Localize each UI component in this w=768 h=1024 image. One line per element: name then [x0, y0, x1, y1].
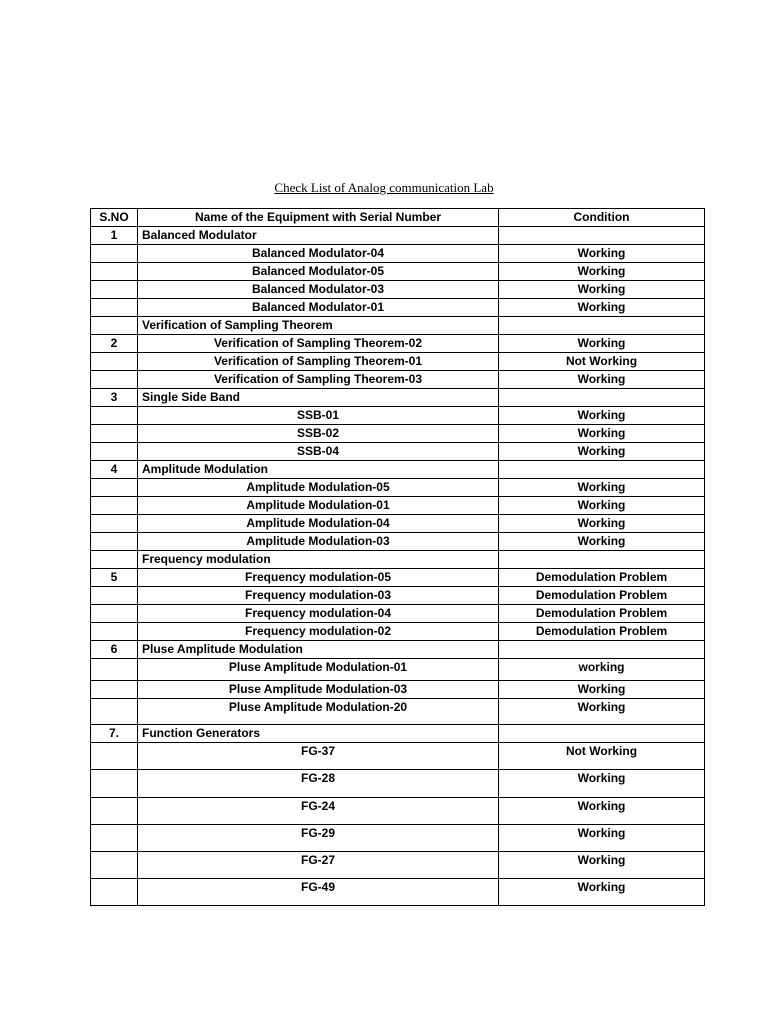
cell-sno [91, 317, 138, 335]
cell-sno [91, 770, 138, 798]
table-row [91, 743, 705, 770]
cell-sno: 2 [91, 335, 138, 353]
cell-sno: 7. [91, 725, 138, 743]
cell-group-name: Frequency modulation [138, 551, 499, 569]
cell-group-name: Amplitude Modulation [138, 461, 499, 479]
cell-condition: Working [499, 407, 705, 425]
header-equipment-name: Name of the Equipment with Serial Number [138, 209, 499, 227]
header-condition: Condition [499, 209, 705, 227]
table-row [91, 425, 705, 443]
cell-equipment-name: FG-27 [138, 852, 499, 879]
cell-equipment-name: FG-29 [138, 825, 499, 852]
table-row [91, 371, 705, 389]
cell-sno [91, 852, 138, 879]
cell-equipment-name: FG-28 [138, 770, 499, 798]
cell-equipment-name: Pluse Amplitude Modulation-20 [138, 699, 499, 725]
cell-equipment-name: SSB-02 [138, 425, 499, 443]
cell-equipment-name: Balanced Modulator-05 [138, 263, 499, 281]
cell-condition: Working [499, 335, 705, 353]
cell-group-name: Pluse Amplitude Modulation [138, 641, 499, 659]
cell-sno [91, 798, 138, 825]
table-row [91, 770, 705, 798]
cell-condition: Working [499, 263, 705, 281]
cell-equipment-name: Balanced Modulator-03 [138, 281, 499, 299]
cell-condition: Working [499, 798, 705, 825]
cell-sno [91, 743, 138, 770]
header-sno: S.NO [91, 209, 138, 227]
cell-equipment-name: FG-24 [138, 798, 499, 825]
cell-condition: Working [499, 515, 705, 533]
cell-sno [91, 551, 138, 569]
table-row [91, 497, 705, 515]
cell-equipment-name: SSB-04 [138, 443, 499, 461]
table-row [91, 879, 705, 906]
table-group-row [91, 317, 705, 335]
cell-equipment-name: Balanced Modulator-01 [138, 299, 499, 317]
table-row [91, 479, 705, 497]
cell-condition [499, 461, 705, 479]
cell-sno: 6 [91, 641, 138, 659]
cell-sno [91, 443, 138, 461]
cell-sno: 4 [91, 461, 138, 479]
cell-equipment-name: Amplitude Modulation-01 [138, 497, 499, 515]
cell-condition: Working [499, 699, 705, 725]
table-group-row [91, 641, 705, 659]
table-row [91, 569, 705, 587]
cell-condition [499, 725, 705, 743]
cell-condition [499, 317, 705, 335]
cell-condition: Working [499, 497, 705, 515]
cell-equipment-name: Frequency modulation-04 [138, 605, 499, 623]
cell-sno [91, 263, 138, 281]
cell-equipment-name: Frequency modulation-03 [138, 587, 499, 605]
cell-condition [499, 551, 705, 569]
cell-condition: Working [499, 533, 705, 551]
cell-equipment-name: Pluse Amplitude Modulation-01 [138, 659, 499, 681]
cell-sno [91, 587, 138, 605]
cell-condition: working [499, 659, 705, 681]
cell-equipment-name: Frequency modulation-05 [138, 569, 499, 587]
table-row [91, 587, 705, 605]
table-row [91, 533, 705, 551]
cell-sno: 1 [91, 227, 138, 245]
cell-equipment-name: Amplitude Modulation-04 [138, 515, 499, 533]
cell-sno [91, 407, 138, 425]
equipment-checklist-table [90, 208, 705, 906]
cell-condition [499, 389, 705, 407]
cell-condition: Working [499, 681, 705, 699]
cell-condition: Not Working [499, 353, 705, 371]
cell-condition: Working [499, 852, 705, 879]
cell-condition: Demodulation Problem [499, 623, 705, 641]
cell-sno [91, 533, 138, 551]
cell-sno [91, 425, 138, 443]
cell-sno [91, 681, 138, 699]
cell-condition: Working [499, 770, 705, 798]
cell-group-name: Function Generators [138, 725, 499, 743]
table-row [91, 299, 705, 317]
table-row [91, 407, 705, 425]
table-row [91, 798, 705, 825]
cell-condition: Working [499, 879, 705, 906]
table-row [91, 699, 705, 725]
cell-sno [91, 371, 138, 389]
cell-group-name: Verification of Sampling Theorem [138, 317, 499, 335]
table-row [91, 605, 705, 623]
cell-condition: Working [499, 245, 705, 263]
table-row [91, 263, 705, 281]
cell-equipment-name: Amplitude Modulation-05 [138, 479, 499, 497]
table-row [91, 353, 705, 371]
cell-sno [91, 879, 138, 906]
cell-condition: Working [499, 443, 705, 461]
table-row [91, 623, 705, 641]
cell-condition: Demodulation Problem [499, 605, 705, 623]
cell-equipment-name: Frequency modulation-02 [138, 623, 499, 641]
table-group-row [91, 227, 705, 245]
table-row [91, 681, 705, 699]
table-row [91, 659, 705, 681]
cell-group-name: Balanced Modulator [138, 227, 499, 245]
cell-equipment-name: Verification of Sampling Theorem-03 [138, 371, 499, 389]
cell-condition: Working [499, 479, 705, 497]
cell-equipment-name: Balanced Modulator-04 [138, 245, 499, 263]
cell-equipment-name: Verification of Sampling Theorem-02 [138, 335, 499, 353]
table-group-row [91, 461, 705, 479]
table-row [91, 281, 705, 299]
cell-condition: Working [499, 371, 705, 389]
cell-equipment-name: Pluse Amplitude Modulation-03 [138, 681, 499, 699]
cell-condition: Working [499, 281, 705, 299]
table-row [91, 335, 705, 353]
cell-sno [91, 515, 138, 533]
cell-condition: Not Working [499, 743, 705, 770]
cell-equipment-name: FG-37 [138, 743, 499, 770]
cell-sno [91, 659, 138, 681]
cell-sno: 3 [91, 389, 138, 407]
table-header-row [91, 209, 705, 227]
cell-sno [91, 299, 138, 317]
cell-condition: Working [499, 425, 705, 443]
cell-equipment-name: Verification of Sampling Theorem-01 [138, 353, 499, 371]
cell-condition: Demodulation Problem [499, 587, 705, 605]
cell-equipment-name: FG-49 [138, 879, 499, 906]
cell-sno [91, 479, 138, 497]
table-body [91, 227, 705, 906]
cell-sno [91, 699, 138, 725]
cell-condition: Demodulation Problem [499, 569, 705, 587]
cell-equipment-name: SSB-01 [138, 407, 499, 425]
cell-condition: Working [499, 825, 705, 852]
table-row [91, 852, 705, 879]
table-row [91, 825, 705, 852]
document-title: Check List of Analog communication Lab [274, 180, 494, 195]
cell-sno: 5 [91, 569, 138, 587]
table-row [91, 245, 705, 263]
table-row [91, 515, 705, 533]
table-row [91, 443, 705, 461]
cell-sno [91, 497, 138, 515]
table-group-row [91, 725, 705, 743]
cell-condition [499, 641, 705, 659]
cell-sno [91, 605, 138, 623]
cell-group-name: Single Side Band [138, 389, 499, 407]
cell-condition [499, 227, 705, 245]
cell-sno [91, 353, 138, 371]
cell-sno [91, 623, 138, 641]
cell-sno [91, 825, 138, 852]
cell-equipment-name: Amplitude Modulation-03 [138, 533, 499, 551]
cell-sno [91, 281, 138, 299]
cell-sno [91, 245, 138, 263]
cell-condition: Working [499, 299, 705, 317]
table-group-row [91, 389, 705, 407]
table-group-row [91, 551, 705, 569]
